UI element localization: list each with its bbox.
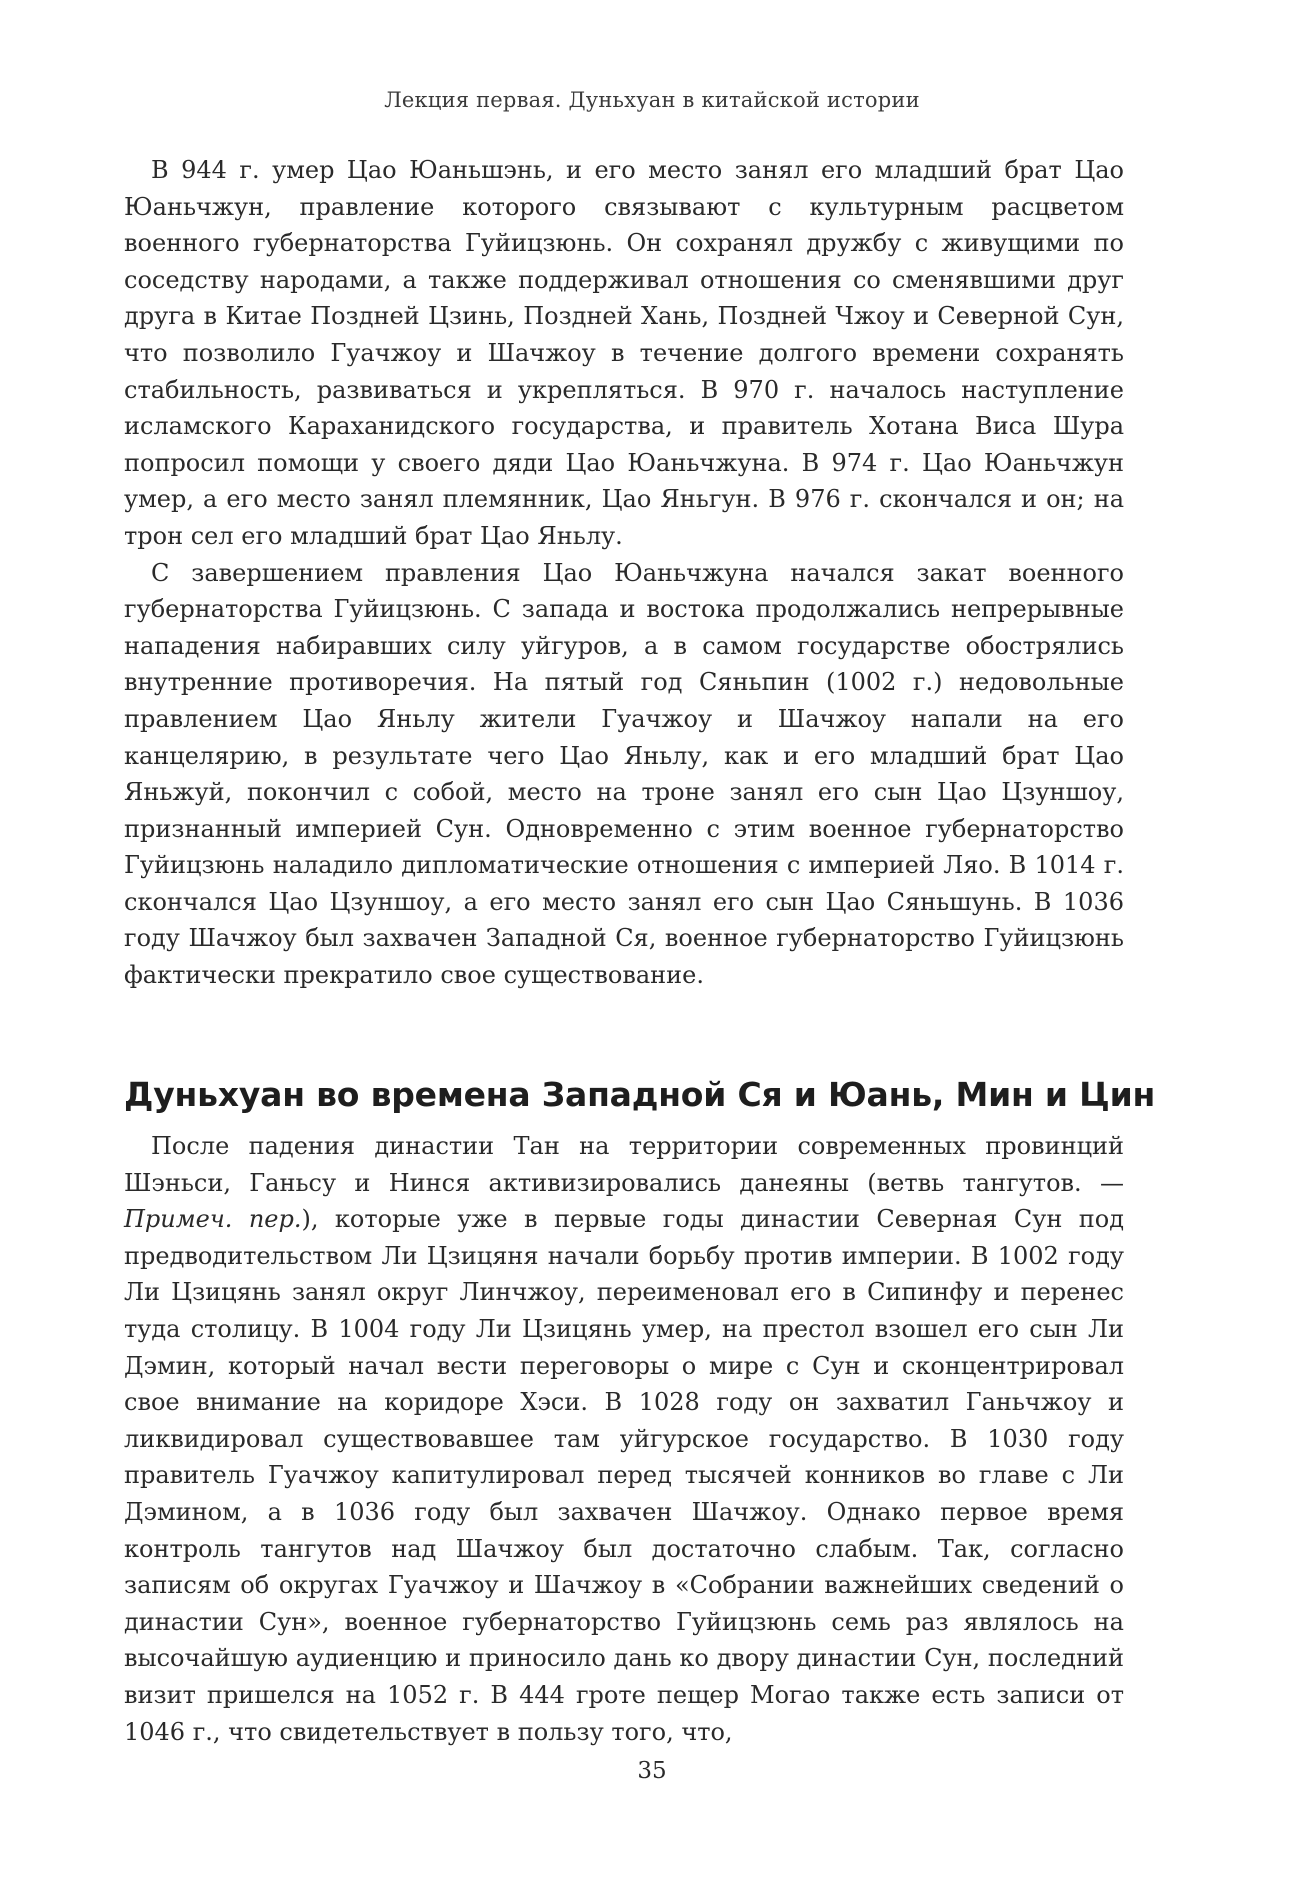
running-header: Лекция первая. Дуньхуан в китайской истории <box>384 88 920 112</box>
translator-note: Примеч. пер. <box>124 1205 302 1234</box>
paragraph: В 944 г. умер Цао Юаньшэнь, и его место занял его младший брат Цао Юаньчжун, правление которого связывают с культурным расцветом военного губернаторства Гуйицзюнь. Он сохранял дружбу с живущими по соседству народами, а также поддерживал отношения со сменявшими друг друга в Китае Поздней Цзинь, Поздней Хань, Поздней Чжоу и Северной Сун, что позволило Гуачжоу и Шачжоу в течение долгого времени сохранять стабильность, развиваться и укрепляться. В 970 г. началось наступление исламского Караханидского государства, и правитель Хотана Виса Шура попросил помощи у своего дяди Цао Юаньчжуна. В 974 г. Цао Юаньчжун умер, а его место занял племянник, Цао Яньгун. В 976 г. скончался и он; на трон сел его младший брат Цао Яньлу. <box>124 156 1124 550</box>
paragraph-text-start: После падения династии Тан на территории современных провинций Шэньси, Ганьсу и Нинся активизировались данеяны (ветвь тангутов. — <box>124 1132 1124 1197</box>
paragraph <box>124 1128 1124 1750</box>
section-1-body <box>124 152 1124 994</box>
section-2-body <box>124 1128 1124 1750</box>
paragraph-text-rest: ), которые уже в первые годы династии Северная Сун под предводительством Ли Цзицяня начали борьбу против империи. В 1002 году Ли Цзицянь занял округ Линчжоу, переименовал его в Сипинфу и перенес туда столицу. В 1004 году Ли Цзицянь умер, на престол взошел его сын Ли Дэмин, который начал вести переговоры о мире с Сун и сконцентрировал свое внимание на коридоре Хэси. В 1028 году он захватил Ганьчжоу и ликвидировал существовавшее там уйгурское государство. В 1030 году правитель Гуачжоу капитулировал перед тысячей конников во главе с Ли Дэмином, а в 1036 году был захвачен Шачжоу. Однако первое время контроль тангутов над Шачжоу был достаточно слабым. Так, согласно записям об округах Гуачжоу и Шачжоу в «Собрании важнейших сведений о династии Сун», военное губернаторство Гуйицзюнь семь раз являлось на высочайшую аудиенцию и приносило дань ко двору династии Сун, последний визит пришелся на 1052 г. В 444 гроте пещер Могао также есть записи от 1046 г., что свидетельствует в пользу того, что, <box>124 1205 1124 1746</box>
page-number: 35 <box>637 1758 667 1784</box>
section-heading: Дуньхуан во времена Западной Ся и Юань, Мин и Цин <box>124 1075 1156 1115</box>
paragraph: С завершением правления Цао Юаньчжуна начался закат военного губернаторства Гуйицзюнь. С запада и востока продолжались непрерывные нападения набиравших силу уйгуров, а в самом государстве обострялись внутренние противоречия. На пятый год Сяньпин (1002 г.) недовольные правлением Цао Яньлу жители Гуачжоу и Шачжоу напали на его канцелярию, в результате чего Цао Яньлу, как и его младший брат Цао Яньжуй, покончил с собой, место на троне занял его сын Цао Цзуншоу, признанный империей Сун. Одновременно с этим военное губернаторство Гуйицзюнь наладило дипломатические отношения с империей Ляо. В 1014 г. скончался Цао Цзуншоу, а его место занял его сын Цао Сяньшунь. В 1036 году Шачжоу был захвачен Западной Ся, военное губернаторство Гуйицзюнь фактически прекратило свое существование. <box>124 558 1124 990</box>
